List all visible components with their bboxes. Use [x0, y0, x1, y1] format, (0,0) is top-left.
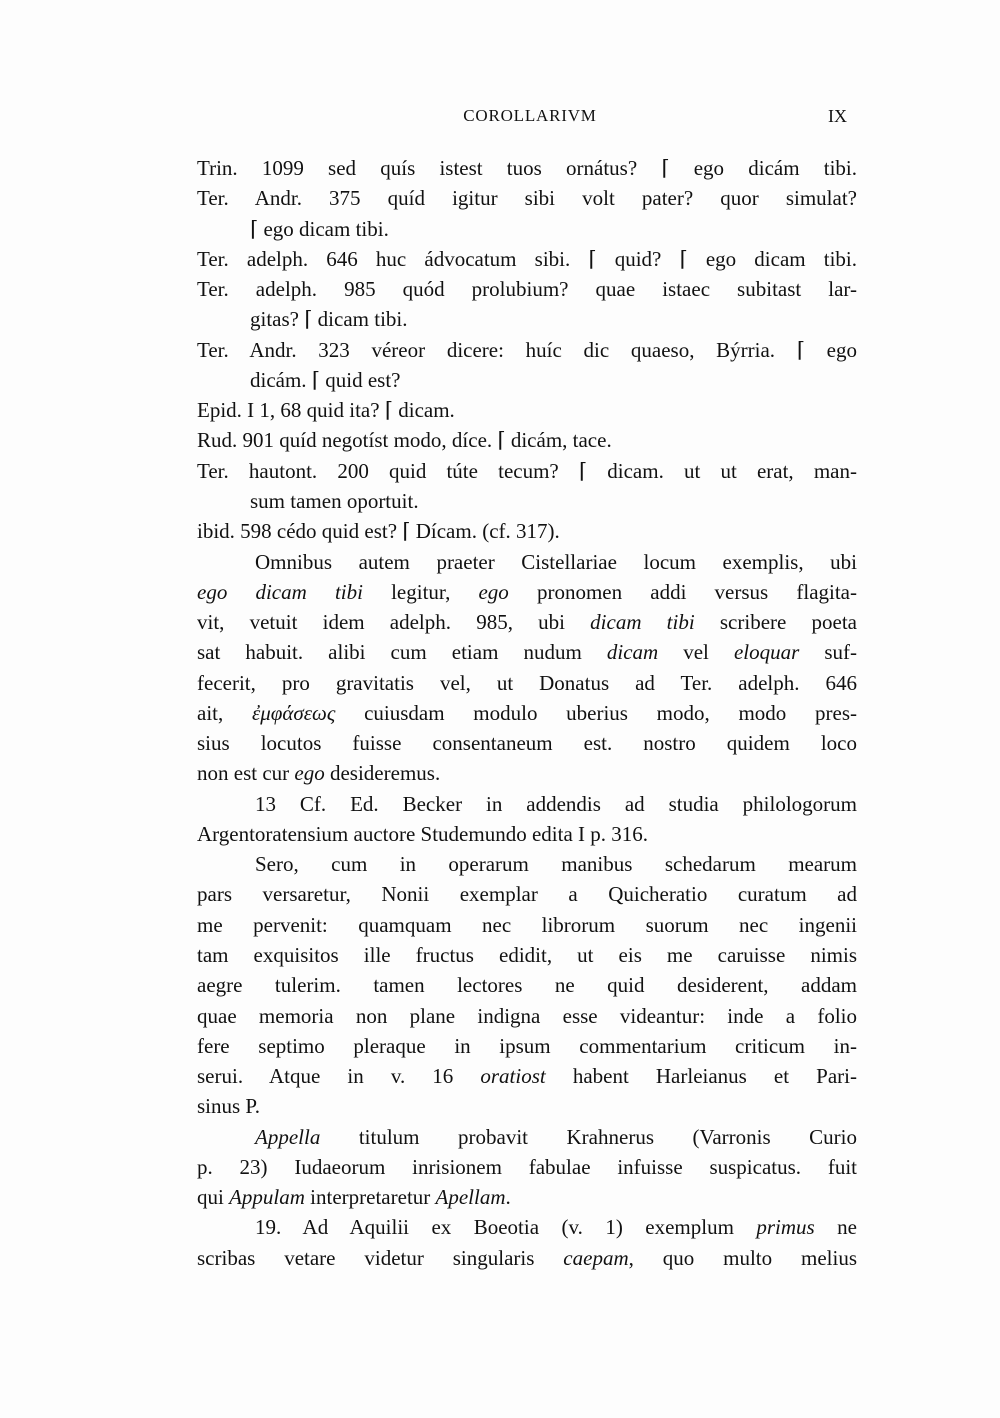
text-line: [197, 154, 857, 182]
text-line: [197, 1062, 857, 1090]
text-segment: pars versaretur, Nonii exemplar a Quicheratio curatum ad: [197, 882, 857, 907]
text-segment: me pervenit: quamquam nec librorum suorum nec ingenii: [197, 912, 857, 937]
text-segment: sum tamen oportuit.: [250, 488, 419, 513]
text-line: [197, 184, 857, 212]
text-segment: Argentoratensium auctore Studemundo edita I p. 316.: [197, 821, 649, 846]
text-segment: 13 Cf. Ed. Becker in addendis ad studia philologorum: [255, 791, 857, 816]
text-line: [250, 487, 857, 515]
text-segment: dicám. ⌈ quid est?: [250, 367, 401, 392]
text-segment: legitur,: [362, 579, 479, 604]
running-title: COROLLARIVM: [463, 106, 597, 125]
text-line: [197, 880, 857, 908]
text-segment: sinus P.: [197, 1094, 261, 1119]
text-segment: pronomen addi versus flagita-: [508, 579, 857, 604]
text-segment: quae memoria non plane indigna esse videantur: inde a folio: [197, 1003, 857, 1028]
text-line: [197, 336, 857, 364]
text-line: [197, 608, 857, 636]
text-line: [197, 1153, 857, 1181]
text-segment: titulum probavit Krahnerus (Varronis Curio: [320, 1124, 857, 1149]
italic-text: Appella: [255, 1124, 321, 1149]
text-segment: fecerit, pro gravitatis vel, ut Donatus ad Ter. adelph. 646: [197, 670, 857, 695]
text-segment: Trin. 1099 sed quís istest tuos ornátus? ⌈ ego dicám tibi.: [197, 156, 857, 180]
text-segment: gitas? ⌈ dicam tibi.: [250, 307, 408, 332]
text-line: [197, 245, 857, 273]
text-line: [197, 790, 857, 818]
text-segment: Sero, cum in operarum manibus schedarum mearum: [255, 852, 857, 877]
text-line: [197, 669, 857, 697]
text-segment: ⌈ ego dicam tibi.: [250, 216, 389, 241]
text-line: [197, 1244, 857, 1272]
text-line: [197, 1213, 857, 1241]
italic-text: eloquar: [733, 640, 800, 665]
text-line: [197, 850, 857, 878]
text-segment: p. 23) Iudaeorum inrisionem fabulae infuisse suspicatus. fuit: [197, 1154, 857, 1179]
text-line: [197, 1123, 857, 1151]
text-line: [197, 820, 857, 848]
text-line: [250, 366, 857, 394]
text-segment: , quo multo melius: [628, 1245, 858, 1270]
text-line: [197, 1032, 857, 1060]
text-line: [197, 638, 857, 666]
italic-text: Appulam: [229, 1185, 305, 1210]
text-segment: Omnibus autem praeter Cistellariae locum exemplis, ubi: [255, 549, 857, 574]
text-segment: cuiusdam modulo uberius modo, modo pres-: [335, 700, 857, 725]
italic-text: caepam: [563, 1245, 629, 1270]
text-line: [197, 759, 857, 787]
text-line: [250, 305, 857, 333]
text-segment: scribere poeta: [694, 610, 857, 635]
italic-text: oratiost: [480, 1064, 546, 1089]
text-segment: qui: [197, 1185, 230, 1210]
text-line: [197, 548, 857, 576]
text-line: [197, 971, 857, 999]
italic-text: ego: [478, 579, 509, 604]
text-line: [197, 699, 857, 727]
text-segment: serui. Atque in v. 16: [197, 1064, 481, 1089]
text-line: [197, 396, 857, 424]
text-segment: desideremus.: [324, 761, 441, 786]
text-segment: tam exquisitos ille fructus edidit, ut eis me caruisse nimis: [197, 943, 857, 968]
text-line: [197, 911, 857, 939]
italic-text: ἐμφάσεως: [251, 700, 336, 725]
italic-text: ego: [294, 761, 325, 786]
text-segment: sat habuit. alibi cum etiam nudum: [197, 640, 607, 665]
text-line: [197, 1002, 857, 1030]
text-segment: interpretaretur: [304, 1185, 436, 1210]
text-segment: suf-: [799, 640, 857, 665]
text-segment: vit, vetuit idem adelph. 985, ubi: [197, 610, 591, 635]
text-segment: vel: [658, 640, 734, 665]
text-segment: Ter. hautont. 200 quid túte tecum? ⌈ dicam. ut ut erat, man-: [197, 458, 857, 483]
text-line: [197, 1092, 857, 1120]
italic-text: dicam tibi: [590, 610, 695, 635]
text-segment: ibid. 598 cédo quid est? ⌈ Dícam. (cf. 317).: [197, 519, 560, 544]
text-line: [197, 729, 857, 757]
text-segment: habent Harleianus et Pari-: [545, 1064, 857, 1089]
text-line: [197, 275, 857, 303]
text-segment: fere septimo pleraque in ipsum commentarium criticum in-: [197, 1033, 857, 1058]
text-segment: sius locutos fuisse consentaneum est. nostro quidem loco: [197, 731, 857, 756]
text-segment: ne: [814, 1215, 857, 1240]
text-line: [197, 426, 857, 454]
text-segment: Epid. I 1, 68 quid ita? ⌈ dicam.: [197, 398, 455, 423]
italic-text: primus: [756, 1215, 815, 1240]
text-line: [197, 457, 857, 485]
text-line: [250, 215, 857, 243]
text-segment: Ter. Andr. 323 véreor dicere: huíc dic quaeso, Býrria. ⌈ ego: [197, 337, 857, 362]
text-segment: Ter. Andr. 375 quíd igitur sibi volt pater? quor simulat?: [197, 186, 857, 211]
text-line: [197, 578, 857, 606]
italic-text: dicam: [606, 640, 659, 665]
italic-text: ego dicam tibi: [197, 579, 363, 604]
text-segment: aegre tulerim. tamen lectores ne quid desiderent, addam: [197, 973, 857, 998]
text-segment: 19. Ad Aquilii ex Boeotia (v. 1) exemplum: [255, 1215, 757, 1240]
text-segment: non est cur: [197, 761, 295, 786]
text-segment: ait,: [197, 700, 252, 725]
page-number: IX: [828, 106, 847, 126]
text-line: [197, 941, 857, 969]
italic-text: Apellam: [435, 1185, 506, 1210]
text-line: [197, 517, 857, 545]
text-segment: scribas vetare videtur singularis: [197, 1245, 564, 1270]
text-segment: Ter. adelph. 985 quód prolubium? quae istaec subitast lar-: [197, 277, 857, 302]
text-segment: Rud. 901 quíd negotíst modo, díce. ⌈ dicám, tace.: [197, 428, 612, 453]
text-segment: Ter. adelph. 646 huc ádvocatum sibi. ⌈ quid? ⌈ ego dicam tibi.: [197, 246, 857, 271]
text-line: [197, 1183, 857, 1211]
text-segment: .: [505, 1185, 511, 1210]
